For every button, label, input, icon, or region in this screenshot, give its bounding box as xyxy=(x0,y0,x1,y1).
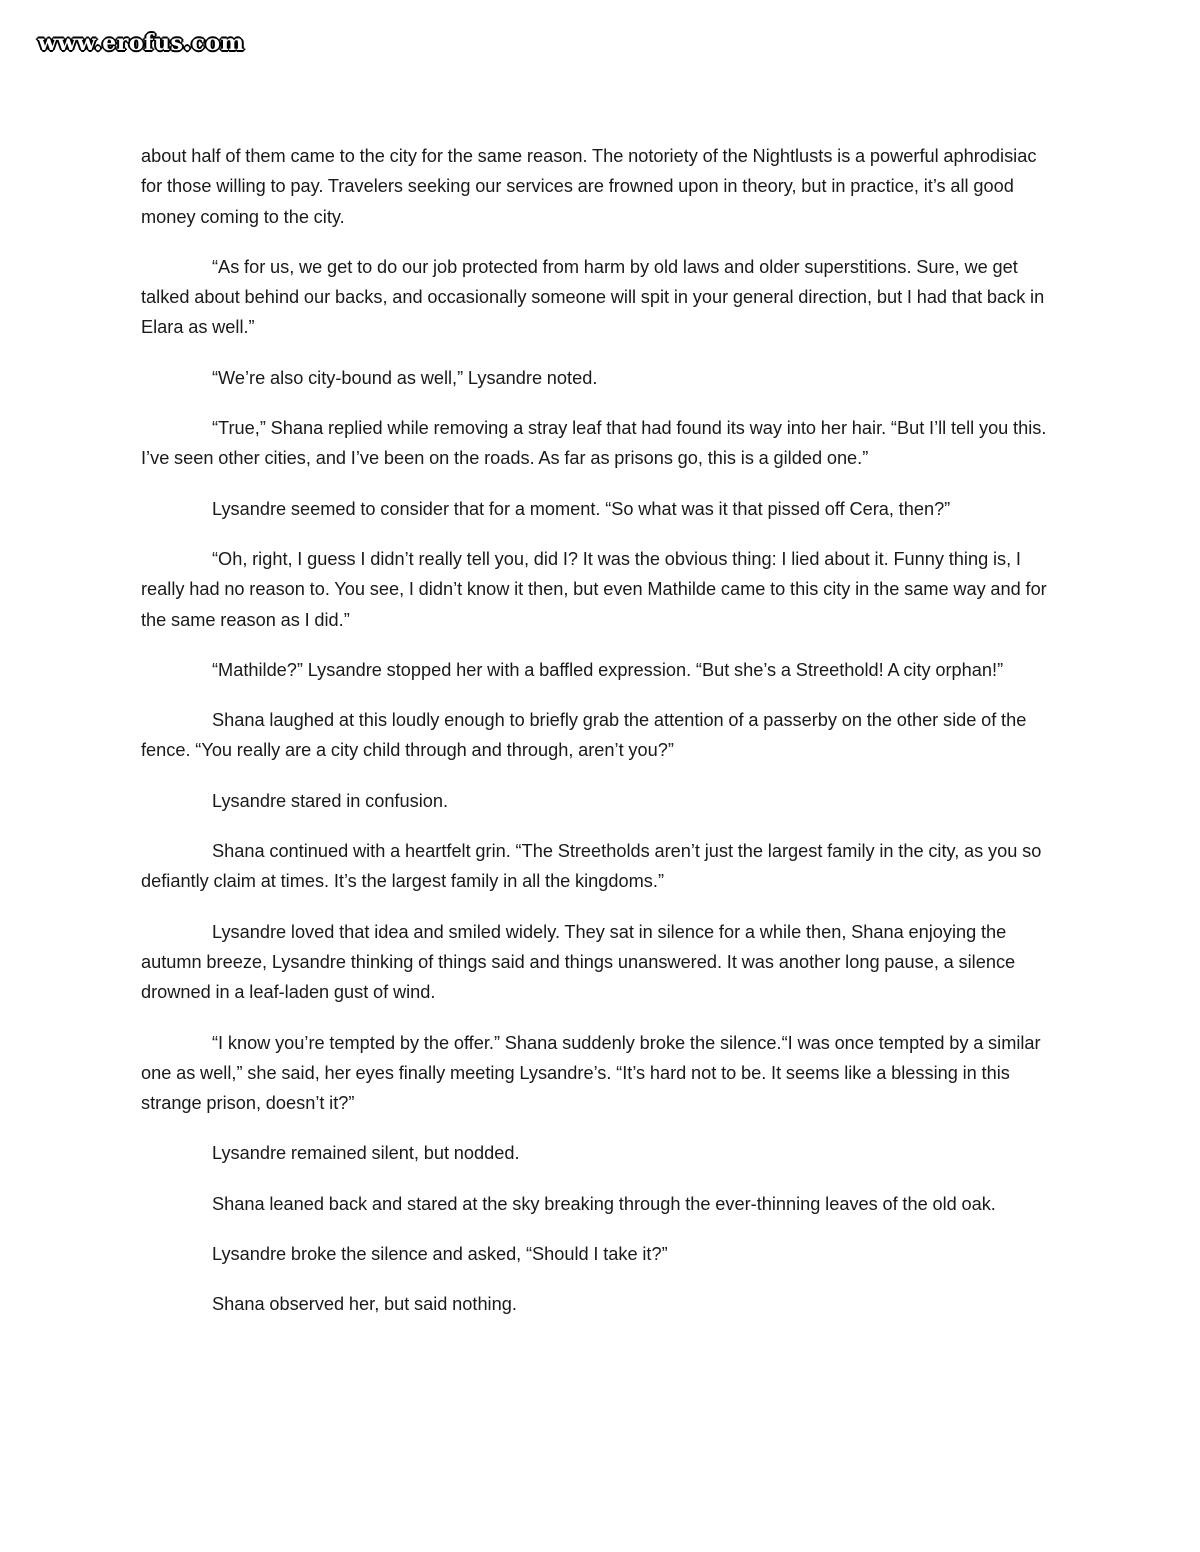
document-body xyxy=(141,141,1061,1340)
paragraph: Shana observed her, but said nothing. xyxy=(212,1294,517,1315)
paragraph: Shana leaned back and stared at the sky breaking through the ever-thinning leaves of the old oak. xyxy=(212,1193,996,1214)
paragraph: “True,” Shana replied while removing a stray leaf that had found its way into her hair. “But I’ll tell you this. I’ve seen other cities, and I’ve been on the roads. As far as prisons go, this is a gilded one.” xyxy=(141,418,1047,469)
paragraph: Lysandre loved that idea and smiled widely. They sat in silence for a while then, Shana enjoying the autumn breeze, Lysandre thinking of things said and things unanswered. It was another long pause, a silence drowned in a leaf-laden gust of wind. xyxy=(141,921,1016,1003)
paragraph: Shana laughed at this loudly enough to briefly grab the attention of a passerby on the other side of the fence. “You really are a city child through and through, aren’t you?” xyxy=(141,710,1027,761)
paragraph: Lysandre stared in confusion. xyxy=(212,790,449,811)
paragraph: Lysandre remained silent, but nodded. xyxy=(212,1143,520,1164)
paragraph: Shana continued with a heartfelt grin. “The Streetholds aren’t just the largest family in the city, as you so defiantly claim at times. It’s the largest family in all the kingdoms.” xyxy=(141,841,1042,892)
paragraph: “As for us, we get to do our job protected from harm by old laws and older superstitions. Sure, we get talked about behind our backs, and occasionally someone will spit in your general direction, but I had that back in Elara as well.” xyxy=(141,256,1045,338)
paragraph: “We’re also city-bound as well,” Lysandre noted. xyxy=(212,367,598,388)
paragraph: “Oh, right, I guess I didn’t really tell you, did I? It was the obvious thing: I lied about it. Funny thing is, I really had no reason to. You see, I didn’t know it then, but even Mathilde came to this city in the same way and for the same reason as I did.” xyxy=(141,548,1047,630)
site-watermark: www.erofus.com xyxy=(38,30,245,56)
paragraph: Lysandre broke the silence and asked, “Should I take it?” xyxy=(212,1244,668,1265)
paragraph: “I know you’re tempted by the offer.” Shana suddenly broke the silence.“I was once tempted by a similar one as well,” she said, her eyes finally meeting Lysandre’s. “It’s hard not to be. It seems like a blessing in this strange prison, doesn’t it?” xyxy=(141,1032,1041,1114)
paragraph: Lysandre seemed to consider that for a moment. “So what was it that pissed off Cera, then?” xyxy=(212,498,951,519)
paragraph: “Mathilde?” Lysandre stopped her with a baffled expression. “But she’s a Streethold! A city orphan!” xyxy=(212,659,1004,680)
paragraph: about half of them came to the city for the same reason. The notoriety of the Nightlusts is a powerful aphrodisiac for those willing to pay. Travelers seeking our services are frowned upon in theory, but in practice, it’s all good money coming to the city. xyxy=(141,146,1037,227)
